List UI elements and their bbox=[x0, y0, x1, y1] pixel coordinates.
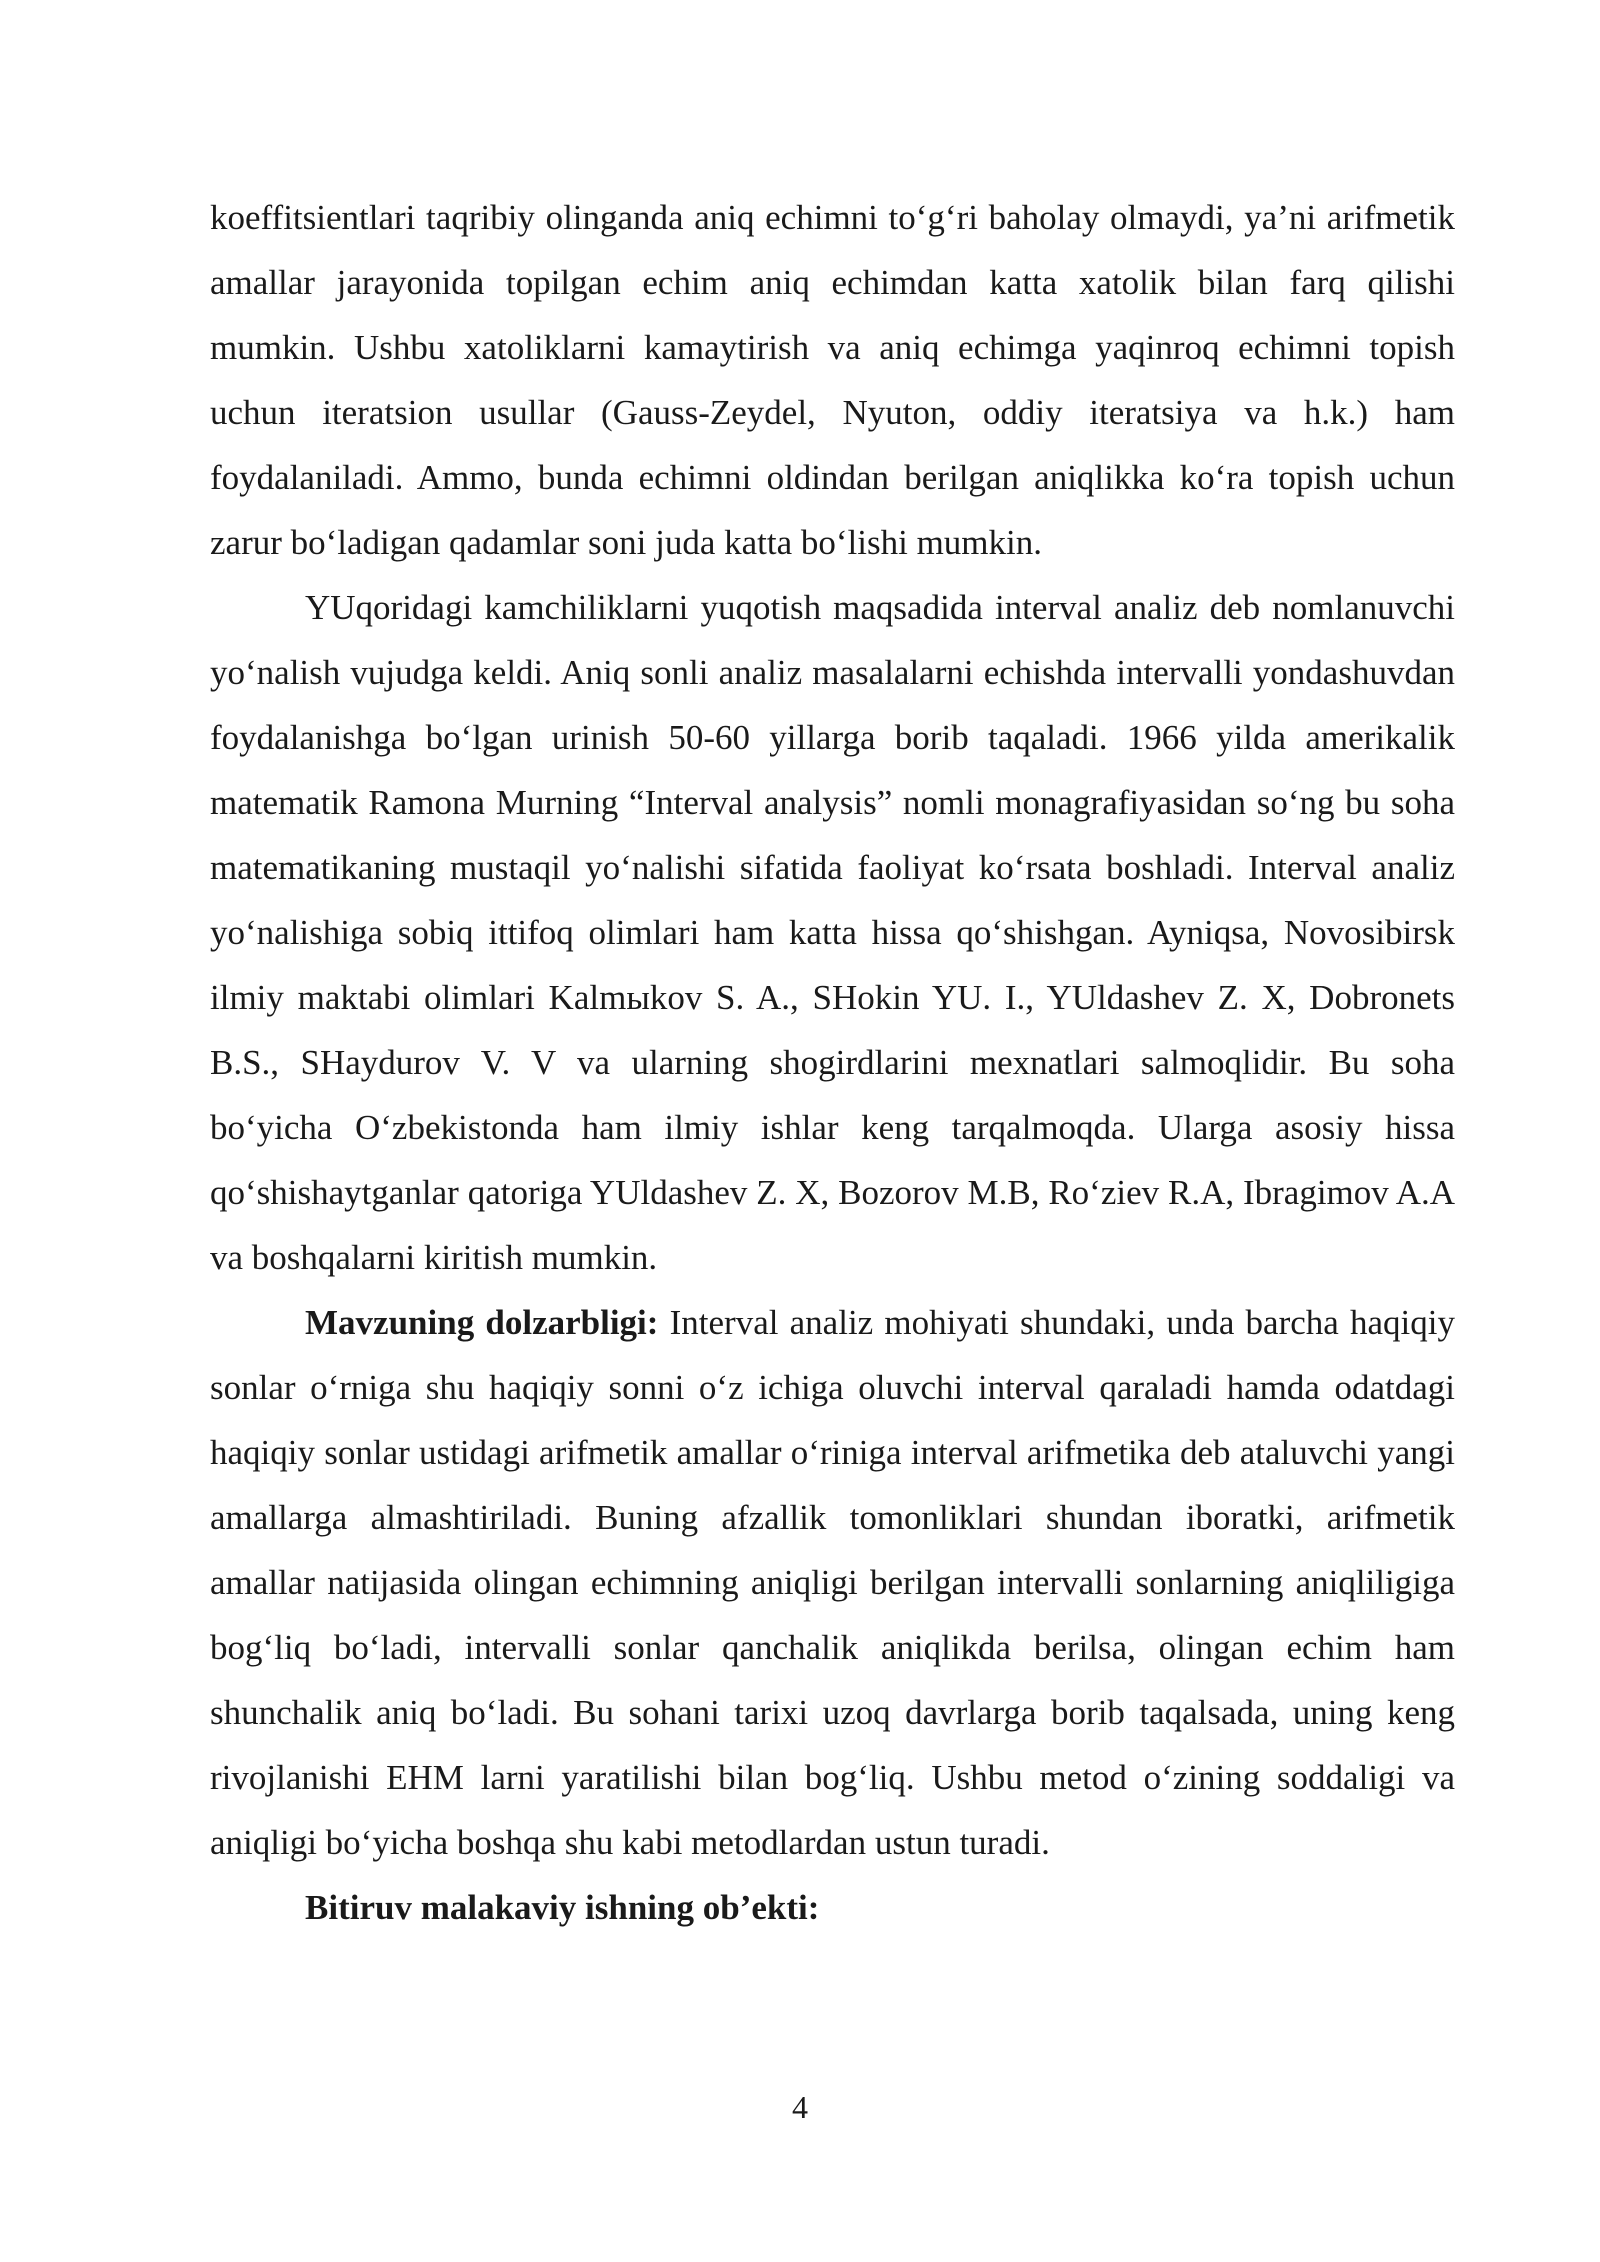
section-heading-relevance: Mavzuning dolzarbligi: bbox=[305, 1303, 659, 1342]
page-number: 4 bbox=[792, 2089, 808, 2125]
paragraph-interval-analysis-history: YUqoridagi kamchiliklarni yuqotish maqsadida interval analiz deb nomlanuvchi yo‘nalish vujudga keldi. Aniq sonli analiz masalalarni echishda intervalli yondashuvdan foydalanishga bo‘lgan urinish 50-60 yillarga borib taqaladi. 1966 yilda amerikalik matematik Ramona Murning “Interval analysis” nomli monagrafiyasidan so‘ng bu soha matematikaning mustaqil yo‘nalishi sifatida faoliyat ko‘rsata boshladi. Interval analiz yo‘nalishiga sobiq ittifoq olimlari ham katta hissa qo‘shishgan. Ayniqsa, Novosibirsk ilmiy maktabi olimlari Kalmыkov S. A., SHokin YU. I., YUldashev Z. X, Dobronets B.S., SHaydurov V. V va ularning shogirdlarini mexnatlari salmoqlidir. Bu soha bo‘yicha O‘zbekistonda ham ilmiy ishlar keng tarqalmoqda. Ularga asosiy hissa qo‘shishaytganlar qatoriga YUldashev Z. X, Bozorov M.B, Ro‘ziev R.A, Ibragimov A.A va boshqalarni kiritish mumkin. bbox=[210, 588, 1455, 1277]
section-heading-research-object: Bitiruv malakaviy ishning ob’ekti: bbox=[305, 1888, 820, 1927]
paragraph-research-object bbox=[210, 1875, 1455, 1940]
document-page bbox=[210, 185, 1455, 1940]
paragraph-topic-relevance bbox=[210, 1290, 1455, 1875]
paragraph-intro-continuation: koeffitsientlari taqribiy olinganda aniq echimni to‘g‘ri baholay olmaydi, ya’ni arifmetik amallar jarayonida topilgan echim aniq echimdan katta xatolik bilan farq qilishi mumkin. Ushbu xatoliklarni kamaytirish va aniq echimga yaqinroq echimni topish uchun iteratsion usullar (Gauss-Zeydel, Nyuton, oddiy iteratsiya va h.k.) ham foydalaniladi. Ammo, bunda echimni oldindan berilgan aniqlikka ko‘ra topish uchun zarur bo‘ladigan qadamlar soni juda katta bo‘lishi mumkin. bbox=[210, 198, 1455, 562]
relevance-body-text: Interval analiz mohiyati shundaki, unda barcha haqiqiy sonlar o‘rniga shu haqiqiy sonni o‘z ichiga oluvchi interval qaraladi hamda odatdagi haqiqiy sonlar ustidagi arifmetik amallar o‘riniga interval arifmetika deb ataluvchi yangi amallarga almashtiriladi. Buning afzallik tomonliklari shundan iboratki, arifmetik amallar natijasida olingan echimning aniqligi berilgan intervalli sonlarning aniqliligiga bog‘liq bo‘ladi, intervalli sonlar qanchalik aniqlikda berilsa, olingan echim ham shunchalik aniq bo‘ladi. Bu sohani tarixi uzoq davrlarga borib taqalsada, uning keng rivojlanishi EHM larni yaratilishi bilan bog‘liq. Ushbu metod o‘zining soddaligi va aniqligi bo‘yicha boshqa shu kabi metodlardan ustun turadi. bbox=[210, 1303, 1455, 1862]
